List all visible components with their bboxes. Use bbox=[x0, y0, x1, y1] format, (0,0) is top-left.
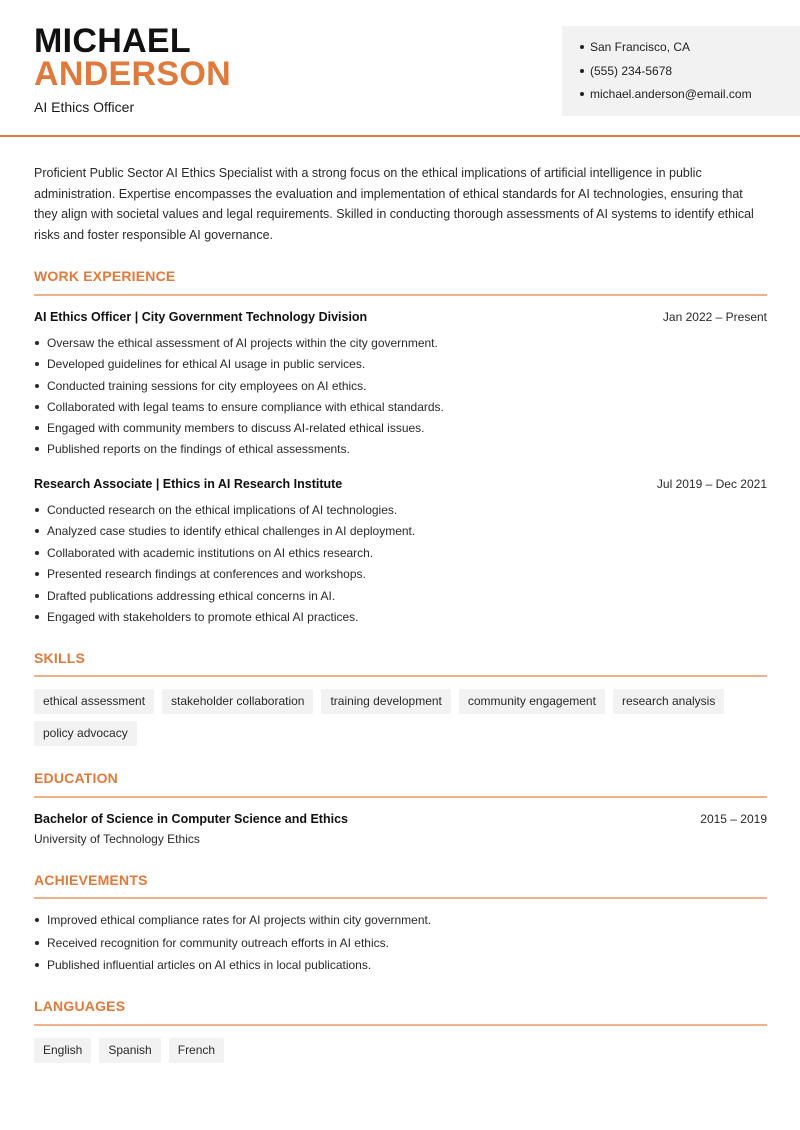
skill-tag: research analysis bbox=[613, 689, 724, 714]
list-item: Conducted research on the ethical implications of AI technologies. bbox=[34, 503, 767, 517]
section-title-work: WORK EXPERIENCE bbox=[34, 268, 176, 284]
contact-location: San Francisco, CA bbox=[580, 40, 800, 64]
school-name: University of Technology Ethics bbox=[34, 832, 200, 846]
job-bullets-1 bbox=[34, 336, 767, 464]
job-title-2: Research Associate | Ethics in AI Research Institute bbox=[34, 477, 343, 491]
section-divider-skills bbox=[34, 675, 767, 677]
list-item: Presented research findings at conferences and workshops. bbox=[34, 567, 767, 581]
list-item: Published influential articles on AI ethics in local publications. bbox=[34, 958, 767, 972]
job-bullets-2 bbox=[34, 503, 767, 631]
section-title-languages: LANGUAGES bbox=[34, 998, 126, 1014]
contact-email[interactable]: michael.anderson@email.com bbox=[580, 87, 800, 111]
list-item: Published reports on the findings of ethical assessments. bbox=[34, 442, 767, 456]
skill-tag: stakeholder collaboration bbox=[162, 689, 313, 714]
skill-tag: policy advocacy bbox=[34, 721, 137, 746]
contact-phone: (555) 234-5678 bbox=[580, 64, 800, 88]
list-item: Analyzed case studies to identify ethical challenges in AI deployment. bbox=[34, 524, 767, 538]
list-item: Improved ethical compliance rates for AI projects within city government. bbox=[34, 913, 767, 927]
section-divider-achievements bbox=[34, 897, 767, 899]
skill-tag: community engagement bbox=[459, 689, 605, 714]
section-divider-work bbox=[34, 294, 767, 296]
education-dates: 2015 – 2019 bbox=[700, 812, 767, 826]
section-title-achievements: ACHIEVEMENTS bbox=[34, 872, 148, 888]
job-dates-1: Jan 2022 – Present bbox=[662, 310, 767, 324]
achievement-bullets bbox=[34, 913, 767, 981]
list-item: Collaborated with legal teams to ensure compliance with ethical standards. bbox=[34, 400, 767, 414]
list-item: Engaged with stakeholders to promote ethical AI practices. bbox=[34, 610, 767, 624]
language-tag: Spanish bbox=[99, 1038, 160, 1063]
last-name: ANDERSON bbox=[34, 55, 231, 93]
section-divider-languages bbox=[34, 1024, 767, 1026]
list-item: Oversaw the ethical assessment of AI projects within the city government. bbox=[34, 336, 767, 350]
degree-title: Bachelor of Science in Computer Science and Ethics bbox=[34, 812, 348, 826]
first-name: MICHAEL bbox=[34, 22, 191, 60]
language-tag: French bbox=[169, 1038, 224, 1063]
skill-tag: training development bbox=[321, 689, 450, 714]
profile-summary: Proficient Public Sector AI Ethics Specialist with a strong focus on the ethical implications of artificial intelligence in public administration. Expertise encompasses the evaluation and implementation of ethical standards for AI technologies, ensuring that they align with societal values and legal requirements. Skilled in conducting thorough assessments of AI systems to identify ethical risks and foster responsible AI governance. bbox=[34, 166, 754, 242]
list-item: Collaborated with academic institutions on AI ethics research. bbox=[34, 546, 767, 560]
job-title: AI Ethics Officer bbox=[34, 99, 135, 115]
list-item: Engaged with community members to discuss AI-related ethical issues. bbox=[34, 421, 767, 435]
list-item: Received recognition for community outreach efforts in AI ethics. bbox=[34, 936, 767, 950]
job-dates-2: Jul 2019 – Dec 2021 bbox=[656, 477, 767, 491]
section-divider-education bbox=[34, 796, 767, 798]
section-title-education: EDUCATION bbox=[34, 770, 118, 786]
job-title-1: AI Ethics Officer | City Government Technology Division bbox=[34, 310, 368, 324]
resume-header bbox=[0, 0, 800, 137]
skills-tags bbox=[34, 689, 774, 746]
section-title-skills: SKILLS bbox=[34, 650, 85, 666]
language-tags bbox=[34, 1038, 774, 1063]
skill-tag: ethical assessment bbox=[34, 689, 154, 714]
list-item: Conducted training sessions for city employees on AI ethics. bbox=[34, 379, 767, 393]
list-item: Developed guidelines for ethical AI usage in public services. bbox=[34, 357, 767, 371]
list-item: Drafted publications addressing ethical concerns in AI. bbox=[34, 589, 767, 603]
language-tag: English bbox=[34, 1038, 91, 1063]
contact-box bbox=[562, 26, 800, 116]
